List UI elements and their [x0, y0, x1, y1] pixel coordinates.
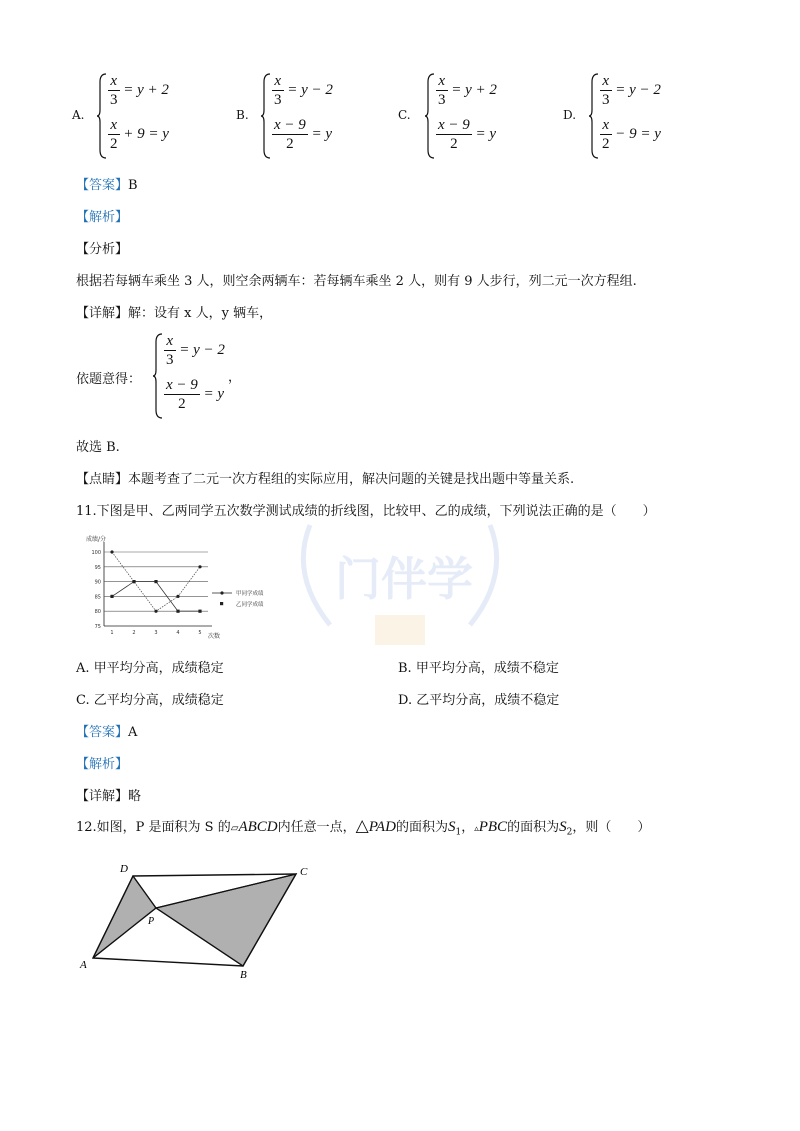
chart-xlabel: 次数: [208, 633, 221, 640]
q12-end: ，则（ ）: [572, 820, 651, 835]
q12-mid3: 的面积为: [507, 820, 560, 835]
q10-b-eq2-rhs: = y: [311, 125, 333, 142]
q10-c-eq1-den: 3: [438, 92, 446, 108]
brace-icon: [96, 72, 108, 160]
q12-sep: ，: [461, 820, 475, 835]
triangle-pad: [93, 876, 156, 958]
series-a-point: [154, 610, 157, 613]
q12-pad: PAD: [368, 819, 396, 835]
q10-b-eq1-rhs: = y − 2: [287, 81, 333, 98]
option-text: 乙平均分高，成绩稳定: [93, 693, 224, 708]
chart-x-tick-label: 2: [132, 630, 136, 636]
q12-abcd: ABCD: [238, 819, 278, 835]
q10-analysis-tag: 【解析】: [76, 210, 129, 225]
series-a-point: [176, 595, 179, 598]
q10-b-eq1-den: 3: [274, 92, 282, 108]
q10-option-b-label: B.: [236, 108, 249, 122]
triangle-pbc: [156, 874, 296, 966]
legend-a-marker: [220, 591, 223, 594]
watermark-logo: [280, 505, 520, 659]
point-d-label: D: [120, 863, 128, 875]
chart-x-tick-label: 3: [154, 630, 158, 636]
q10-option-d-label: D.: [563, 108, 577, 122]
q12-stem-prefix: 12.如图，P 是面积为 S 的: [76, 820, 231, 835]
option-text: 甲平均分高，成绩不稳定: [415, 661, 559, 676]
q12-mid1: 内任意一点，: [277, 820, 356, 835]
legend-a-label: 甲同学成绩: [236, 591, 264, 597]
chart-legend: [212, 589, 264, 608]
detail-text: 略: [128, 789, 142, 804]
q10-a-eq1-den: 3: [110, 92, 118, 108]
brace-icon: [424, 72, 436, 160]
series-b-point: [154, 580, 157, 583]
q10-option-a-label: A.: [72, 108, 85, 122]
series-a-point: [198, 565, 201, 568]
q11-option-a: [76, 657, 224, 676]
q10-d-eq2-num: x: [600, 116, 612, 135]
q12-stem: [76, 816, 650, 838]
option-text: 乙平均分高，成绩不稳定: [416, 693, 560, 708]
triangle-symbol: △: [355, 816, 369, 836]
q10-d-eq1-num: x: [600, 72, 612, 91]
q10-c-eq2-den: 2: [450, 136, 458, 152]
q11-analysis-tag: 【解析】: [76, 757, 129, 772]
q10-c-eq2-rhs: = y: [475, 125, 497, 142]
q12-mid2: 的面积为: [395, 820, 448, 835]
series-a-point: [110, 550, 113, 553]
option-text: 甲平均分高，成绩稳定: [93, 661, 224, 676]
yiti-eq1-num: x: [164, 332, 176, 351]
yiti-eq2-num: x − 9: [166, 377, 198, 393]
brace-icon: [588, 72, 600, 160]
chart-y-tick-label: 85: [94, 594, 101, 601]
yiti-eq2-den: 2: [178, 396, 186, 412]
answer-tag: 【答案】: [76, 178, 129, 193]
q11-chart: [84, 532, 284, 644]
yiti-eq1-rhs: = y − 2: [179, 341, 225, 358]
chart-x-tick-label: 1: [110, 630, 114, 636]
q10-comment: [76, 468, 574, 487]
q12-s1: S: [447, 819, 456, 835]
chart-x-tick-label: 4: [176, 630, 180, 636]
q10-b-eq2-den: 2: [286, 136, 294, 152]
q10-c-eq2-num: x − 9: [438, 117, 470, 133]
brace-icon: [152, 332, 164, 420]
option-label: A.: [76, 661, 90, 676]
comment-tag: 【点睛】: [76, 472, 129, 487]
yiti-eq2-rhs: = y: [203, 385, 225, 402]
chart-x-tick-label: 5: [198, 630, 202, 636]
q10-d-eq1-rhs: = y − 2: [615, 81, 661, 98]
answer-value: B: [128, 178, 138, 193]
parallelogram-symbol: ▱: [230, 823, 239, 834]
q10-c-eq1-rhs: = y + 2: [451, 81, 497, 98]
q10-fenxi-tag: 【分析】: [76, 242, 129, 257]
watermark-text: 门伴学: [335, 552, 473, 606]
series-b-point: [198, 610, 201, 613]
q11-option-d: [398, 689, 559, 708]
point-b-label: B: [240, 969, 247, 981]
answer-value: A: [128, 725, 138, 740]
chart-y-tick-label: 80: [94, 609, 101, 616]
q11-option-c: [76, 689, 224, 708]
q10-detail: [76, 302, 272, 321]
q10-d-eq2-rhs: − 9 = y: [615, 125, 661, 142]
q10-yiti-text: 依题意得：: [76, 372, 142, 387]
chart-y-tick-label: 75: [94, 624, 101, 630]
point-p-label: P: [148, 916, 155, 927]
series-b-point: [176, 610, 179, 613]
q12-s2: S: [559, 819, 567, 835]
yiti-eq1-den: 3: [166, 352, 174, 368]
q11-option-b: [398, 657, 559, 676]
parallelogram-diagram: [76, 858, 336, 982]
legend-b-label: 乙同学成绩: [236, 602, 264, 608]
q11-detail: [76, 785, 141, 804]
q10-option-c-label: C.: [398, 108, 411, 122]
detail-tag: 【详解】: [76, 306, 129, 321]
q10-d-eq2-den: 2: [602, 136, 610, 152]
answer-tag: 【答案】: [76, 725, 129, 740]
q12-s1-sub: 1: [455, 827, 462, 838]
q12-s2-sub: 2: [566, 827, 573, 838]
chart-y-tick-label: 90: [94, 579, 101, 586]
detail-text: 解：设有 x 人，y 辆车，: [128, 306, 273, 321]
q10-c-eq1-num: x: [436, 72, 448, 91]
q10-fenxi-text: 根据若每辆车乘坐 3 人，则空余两辆车：若每辆车乘坐 2 人，则有 9 人步行，列二元一次方程组.: [76, 274, 637, 289]
q10-answer: [76, 174, 138, 193]
q10-conclusion: 故选 B.: [76, 440, 120, 455]
option-label: D.: [398, 693, 413, 708]
chart-tick-labels: [91, 550, 201, 636]
legend-b-marker: [220, 602, 223, 605]
chart-ylabel: 成绩/分: [86, 536, 107, 543]
chart-y-tick-label: 100: [91, 550, 101, 556]
q12-pbc: PBC: [478, 819, 508, 835]
chart-y-tick-label: 95: [94, 564, 101, 571]
yiti-comma: ，: [228, 370, 242, 385]
option-label: C.: [76, 693, 90, 708]
q10-d-eq1-den: 3: [602, 92, 610, 108]
series-b-point: [132, 580, 135, 583]
q11-answer: [76, 721, 137, 740]
q10-a-eq1-rhs: = y + 2: [123, 81, 169, 98]
brace-icon: [260, 72, 272, 160]
point-c-label: C: [300, 866, 308, 878]
triangle-symbol-small: ▵: [474, 824, 479, 834]
q10-a-eq1-num: x: [108, 72, 120, 91]
detail-tag: 【详解】: [76, 789, 129, 804]
comment-text: 本题考查了二元一次方程组的实际应用，解决问题的关键是找出题中等量关系.: [128, 472, 575, 487]
q10-a-eq2-den: 2: [110, 136, 118, 152]
q10-b-eq1-num: x: [272, 72, 284, 91]
q11-line-chart: [84, 532, 284, 644]
q11-stem: 11.下图是甲、乙两同学五次数学测试成绩的折线图，比较甲、乙的成绩，下列说法正确的是（ ）: [76, 504, 656, 519]
point-a-label: A: [80, 959, 87, 971]
q10-b-eq2-num: x − 9: [274, 117, 306, 133]
q10-a-eq2-rhs: + 9 = y: [123, 125, 169, 142]
series-b-point: [110, 595, 113, 598]
q12-figure: [76, 858, 336, 986]
q10-a-eq2-num: x: [108, 116, 120, 135]
option-label: B.: [398, 661, 412, 676]
